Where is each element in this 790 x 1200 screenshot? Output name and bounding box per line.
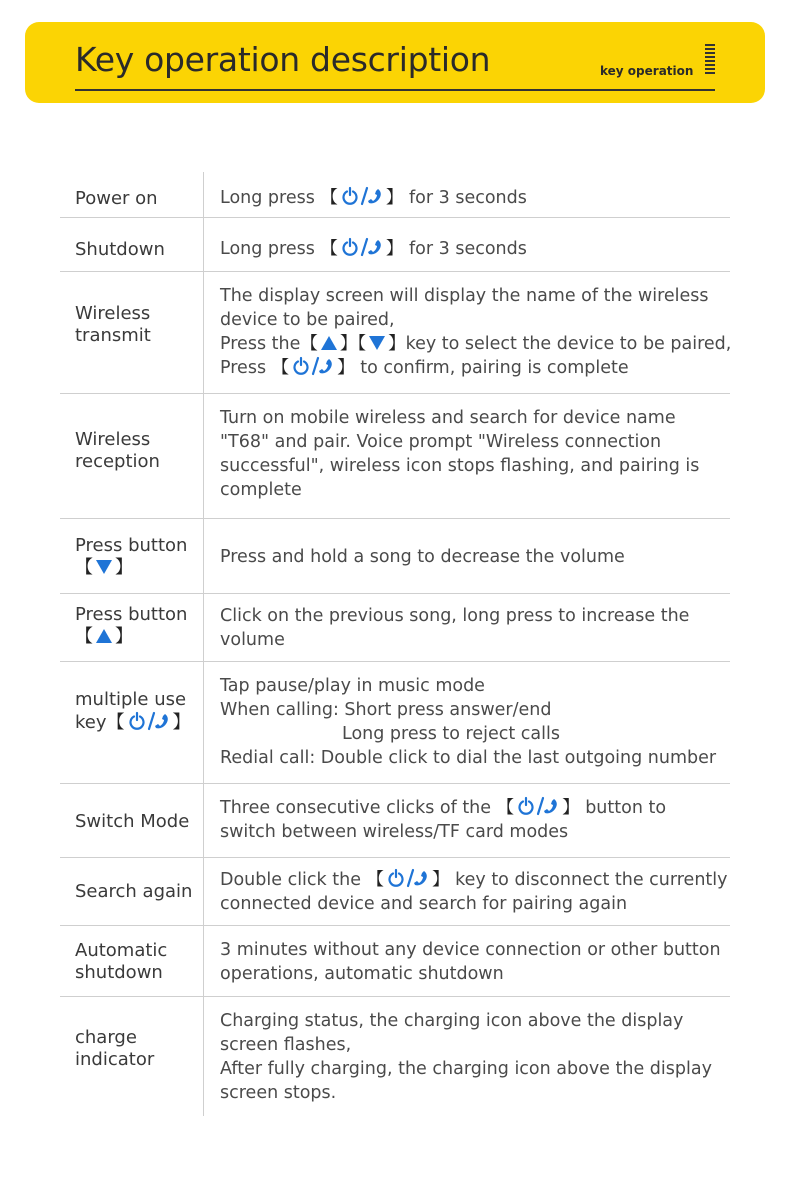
row-label: Shutdown: [75, 239, 165, 260]
row-label: Switch Mode: [75, 811, 190, 832]
table-row: [60, 858, 730, 926]
row-label: Search again: [75, 881, 193, 902]
row-description: Double click the 【 】 key to disconnect the currently connected device and search for pairing again: [220, 870, 728, 914]
down-triangle-icon: [368, 334, 386, 350]
row-label: Press button 【 】: [75, 535, 188, 578]
row-description: Three consecutive clicks of the 【 】 button to switch between wireless/TF card modes: [220, 798, 667, 842]
row-description: Turn on mobile wireless and search for device name "T68" and pair. Voice prompt "Wireless connection successful", wireless icon stops flashing, and pairing is complete: [220, 408, 700, 500]
table-row: [60, 594, 730, 662]
power-call-icon: [340, 237, 384, 257]
row-description: Long press 【 】 for 3 seconds: [220, 188, 527, 208]
power-call-icon: [291, 356, 335, 376]
row-description: Press and hold a song to decrease the volume: [220, 547, 625, 567]
row-label: Automatic shutdown: [75, 940, 168, 983]
table-row: [60, 784, 730, 858]
table-row: [60, 218, 730, 272]
table-row: [60, 272, 730, 394]
table-row: [60, 662, 730, 784]
up-triangle-icon: [95, 628, 113, 644]
up-triangle-icon: [320, 334, 338, 350]
row-description: Long press 【 】 for 3 seconds: [220, 239, 527, 259]
row-label: Wireless transmit: [75, 303, 151, 346]
table-row: [60, 172, 730, 218]
down-triangle-icon: [95, 559, 113, 575]
row-description: Click on the previous song, long press to increase the volume: [220, 606, 690, 650]
row-label: charge indicator: [75, 1027, 155, 1070]
header-banner: [25, 22, 765, 103]
header-tag: key operation: [600, 64, 694, 78]
power-call-icon: [516, 796, 560, 816]
row-label: multiple use key【 】: [75, 689, 191, 733]
table-row: [60, 997, 730, 1116]
page-title: Key operation description: [75, 40, 491, 79]
row-description: Tap pause/play in music mode When calling: Short press answer/end Long press to reject calls Redial call: Double click to dial the last outgoing number: [220, 676, 717, 768]
row-label: Power on: [75, 188, 158, 209]
power-call-icon: [386, 868, 430, 888]
row-label: Wireless reception: [75, 429, 160, 472]
bars-icon: [705, 44, 715, 76]
title-underline: [75, 89, 715, 91]
table-row: [60, 519, 730, 594]
power-call-icon: [340, 186, 384, 206]
row-description: The display screen will display the name of the wireless device to be paired, Press the【 】【 】key to select the device to be paired, Press 【 】 to confirm, pairing is complete: [220, 286, 732, 378]
power-call-icon: [127, 711, 171, 731]
row-label: Press button 【 】: [75, 604, 188, 647]
row-description: 3 minutes without any device connection or other button operations, automatic shutdown: [220, 940, 721, 984]
table-row: [60, 394, 730, 519]
row-description: Charging status, the charging icon above the display screen flashes, After fully charging, the charging icon above the display screen stops.: [220, 1011, 712, 1103]
table-row: [60, 926, 730, 997]
